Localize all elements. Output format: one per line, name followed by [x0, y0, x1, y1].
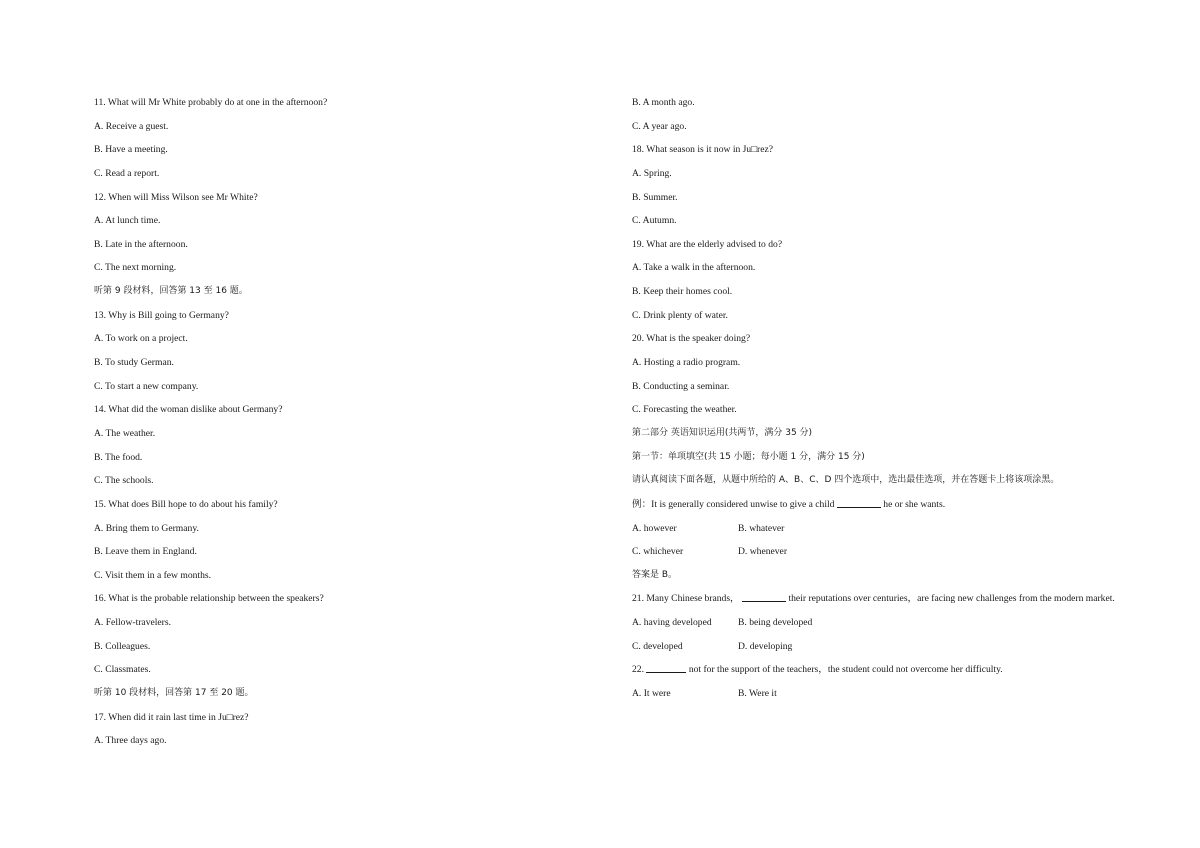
question-line: 14. What did the woman dislike about Germany? [94, 404, 283, 416]
answer-option: B. Leave them in England. [94, 546, 197, 558]
right-column [632, 91, 1132, 706]
section-instruction: 听第 9 段材料，回答第 13 至 16 题。 [94, 286, 248, 297]
q21-option-a: A. having developed [632, 617, 712, 629]
question-line: 13. Why is Bill going to Germany? [94, 309, 229, 321]
q20-option-c: C. Forecasting the weather. [632, 404, 737, 416]
answer-option: C. The schools. [94, 475, 154, 487]
question-line: 12. When will Miss Wilson see Mr White? [94, 191, 258, 203]
question-line: 16. What is the probable relationship between the speakers? [94, 593, 324, 605]
answer-option: A. Bring them to Germany. [94, 522, 199, 534]
q21-suffix: their reputations over centuries，are facing new challenges from the modern market. [788, 593, 1115, 605]
answer-option: B. Late in the afternoon. [94, 238, 188, 250]
question-19: 19. What are the elderly advised to do? [632, 238, 783, 250]
example-option-a: A. however [632, 522, 677, 534]
example-prefix: 例：It is generally considered unwise to give a child [632, 498, 835, 510]
answer-option: C. Read a report. [94, 167, 160, 179]
q18-option-a: A. Spring. [632, 167, 672, 179]
answer-option: B. Have a meeting. [94, 144, 168, 156]
question-22 [632, 658, 1132, 682]
q21-option-b: B. being developed [738, 617, 813, 629]
q22-option-a: A. It were [632, 688, 671, 700]
question-21 [611, 587, 1131, 611]
question-line: 11. What will Mr White probably do at one in the afternoon? [94, 97, 328, 108]
answer-option: A. To work on a project. [94, 333, 188, 345]
question-18: 18. What season is it now in Ju□rez? [632, 144, 773, 156]
q17-option-b: B. A month ago. [632, 97, 695, 108]
q21-options-row-2 [632, 635, 1132, 659]
q18-option-c: C. Autumn. [632, 215, 677, 227]
q21-prefix: 21. Many Chinese brands， [632, 593, 740, 605]
example-options-row-2 [632, 540, 1132, 564]
example-question [632, 493, 1132, 517]
answer-option: C. To start a new company. [94, 380, 199, 392]
question-line: 15. What does Bill hope to do about his family? [94, 498, 278, 510]
part-two-heading: 第二部分 英语知识运用(共两节，满分 35 分) [632, 427, 813, 438]
answer-option: A. Fellow-travelers. [94, 617, 171, 629]
q21-option-c: C. developed [632, 640, 683, 652]
example-option-b: B. whatever [738, 522, 785, 534]
q21-options-row-1 [632, 611, 1132, 635]
example-blank [837, 497, 881, 508]
answer-option: C. The next morning. [94, 262, 177, 274]
example-options-row-1 [632, 517, 1132, 541]
q21-option-d: D. developing [738, 640, 793, 652]
answer-option: B. The food. [94, 451, 143, 463]
question-20: 20. What is the speaker doing? [632, 333, 751, 345]
answer-option: A. At lunch time. [94, 215, 161, 227]
answer-option: A. Receive a guest. [94, 120, 169, 132]
example-option-d: D. whenever [738, 546, 788, 558]
answer-option: B. To study German. [94, 357, 174, 369]
instructions: 请认真阅读下面各题，从题中所给的 A、B、C、D 四个选项中，选出最佳选项，并在答题卡上将该项涂黑。 [632, 475, 1060, 486]
q20-option-a: A. Hosting a radio program. [632, 357, 741, 369]
q22-options-row-1 [632, 682, 1132, 706]
q22-prefix: 22. [632, 664, 644, 676]
q20-option-b: B. Conducting a seminar. [632, 380, 730, 392]
q21-blank [742, 591, 786, 602]
question-line: 17. When did it rain last time in Ju□rez? [94, 711, 249, 723]
example-answer: 答案是 B。 [632, 569, 678, 580]
answer-option: B. Colleagues. [94, 640, 151, 652]
answer-option: A. The weather. [94, 427, 156, 439]
q19-option-b: B. Keep their homes cool. [632, 286, 733, 298]
q22-blank [646, 662, 686, 673]
q19-option-c: C. Drink plenty of water. [632, 309, 728, 321]
q18-option-b: B. Summer. [632, 191, 678, 203]
q17-option-c: C. A year ago. [632, 120, 687, 132]
answer-option: A. Three days ago. [94, 735, 167, 747]
section-instruction: 听第 10 段材料，回答第 17 至 20 题。 [94, 688, 254, 699]
answer-option: C. Visit them in a few months. [94, 569, 212, 581]
example-option-c: C. whichever [632, 546, 684, 558]
answer-option: C. Classmates. [94, 664, 151, 676]
q22-suffix: not for the support of the teachers，the student could not overcome her difficulty. [688, 664, 1003, 676]
q22-option-b: B. Were it [738, 688, 777, 700]
left-column [94, 91, 594, 753]
section-one-heading: 第一节：单项填空(共 15 小题；每小题 1 分，满分 15 分) [632, 451, 865, 462]
example-suffix: he or she wants. [883, 498, 946, 510]
q19-option-a: A. Take a walk in the afternoon. [632, 262, 756, 274]
